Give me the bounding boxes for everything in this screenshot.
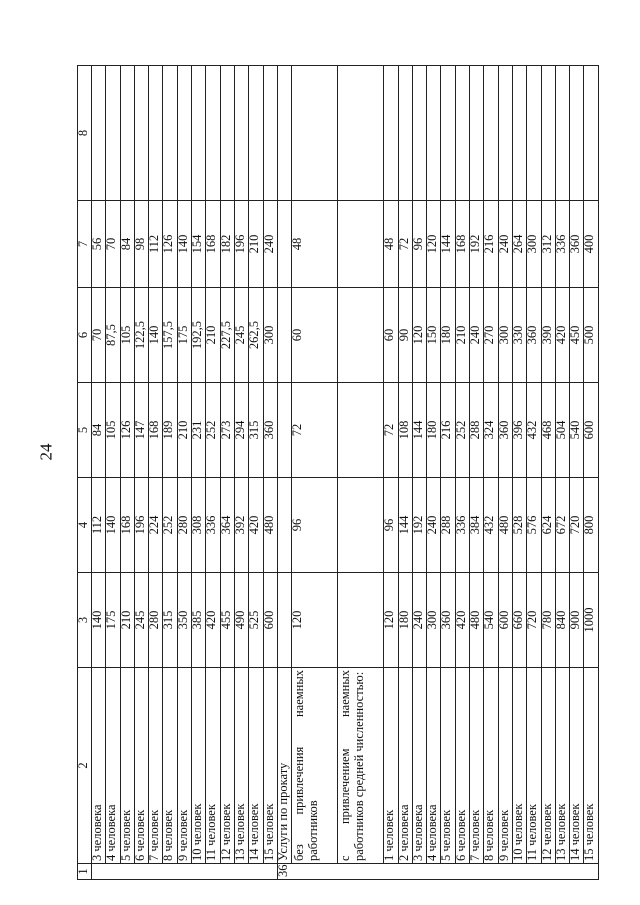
cell: 360	[263, 383, 277, 478]
table-row	[163, 66, 177, 880]
cell: 84	[92, 383, 106, 478]
cell	[177, 66, 191, 201]
cell: 140	[92, 573, 106, 668]
table-row	[384, 66, 398, 880]
cell: 384	[470, 478, 484, 573]
table-row	[398, 66, 412, 880]
row-label: 2 человека	[398, 668, 412, 864]
cell: 360	[441, 573, 455, 668]
table-row	[234, 66, 248, 880]
header-col-4: 4	[78, 478, 92, 573]
row-label: 14 человек	[570, 668, 584, 864]
cell: 70	[92, 288, 106, 383]
cell: 840	[555, 573, 569, 668]
cell	[527, 66, 541, 201]
cell: 480	[263, 478, 277, 573]
row-label: 12 человек	[541, 668, 555, 864]
cell: 108	[398, 383, 412, 478]
header-col-8: 8	[78, 66, 92, 201]
table-row	[470, 66, 484, 880]
cell: 189	[163, 383, 177, 478]
cell: 112	[92, 478, 106, 573]
row-label: 6 человек	[455, 668, 469, 864]
cell: 780	[541, 573, 555, 668]
table-row	[106, 66, 120, 880]
header-col-5: 5	[78, 383, 92, 478]
cell	[541, 66, 555, 201]
table-row	[570, 66, 584, 880]
cell: 180	[441, 288, 455, 383]
table-row	[412, 66, 426, 880]
cell: 144	[398, 478, 412, 573]
cell: 252	[206, 383, 220, 478]
table-row	[263, 66, 277, 880]
table-row	[192, 66, 206, 880]
cell: 168	[149, 383, 163, 478]
table-row	[120, 66, 134, 880]
cell: 280	[149, 573, 163, 668]
cell: 350	[177, 573, 191, 668]
cell: 210	[206, 288, 220, 383]
cell	[455, 66, 469, 201]
cell: 210	[177, 383, 191, 478]
table-row	[484, 66, 498, 880]
group-a-rows	[92, 66, 278, 880]
table-row	[149, 66, 163, 880]
cell: 105	[106, 383, 120, 478]
cell: 216	[484, 201, 498, 288]
cell	[470, 66, 484, 201]
row-label: 4 человека	[106, 668, 120, 864]
table-row	[527, 66, 541, 880]
cell: 600	[263, 573, 277, 668]
table-row	[427, 66, 441, 880]
row-label: 8 человек	[484, 668, 498, 864]
cell: 336	[555, 201, 569, 288]
cell: 56	[92, 201, 106, 288]
cell: 210	[249, 201, 263, 288]
cell: 168	[455, 201, 469, 288]
row-label: 3 человека	[412, 668, 426, 864]
cell: 72	[398, 201, 412, 288]
cell: 210	[455, 288, 469, 383]
cell: 540	[570, 383, 584, 478]
cell: 175	[177, 288, 191, 383]
header-col-1: 1	[78, 864, 92, 880]
table-row	[177, 66, 191, 880]
row-label: 13 человек	[234, 668, 248, 864]
row-label: 4 человека	[427, 668, 441, 864]
cell: 96	[412, 201, 426, 288]
cell	[192, 66, 206, 201]
cell	[149, 66, 163, 201]
table-row	[498, 66, 512, 880]
cell: 182	[220, 201, 234, 288]
cell: 192	[470, 201, 484, 288]
cell: 720	[527, 573, 541, 668]
cell	[484, 66, 498, 201]
cell: 140	[106, 478, 120, 573]
cell: 468	[541, 383, 555, 478]
section-title: Услуги по прокату	[278, 668, 292, 864]
cell	[92, 864, 278, 880]
cell: 540	[484, 573, 498, 668]
cell: 126	[163, 201, 177, 288]
cell: 330	[512, 288, 526, 383]
row-label: 15 человек	[584, 668, 599, 864]
cell: 672	[555, 478, 569, 573]
cell: 120	[412, 288, 426, 383]
row-label: 1 человек	[384, 668, 398, 864]
cell: 240	[470, 288, 484, 383]
cell: 288	[441, 478, 455, 573]
row-label: 15 человек	[263, 668, 277, 864]
row-label: 12 человек	[220, 668, 234, 864]
cell	[292, 66, 338, 201]
cell: 432	[484, 478, 498, 573]
cell: 315	[249, 383, 263, 478]
page-number: 24	[36, 443, 56, 461]
cell: 525	[249, 573, 263, 668]
cell: 500	[584, 288, 599, 383]
cell: 270	[484, 288, 498, 383]
cell: 98	[134, 201, 148, 288]
row-label: 14 человек	[249, 668, 263, 864]
cell	[206, 66, 220, 201]
cell: 480	[470, 573, 484, 668]
cell: 48	[292, 201, 338, 288]
cell: 455	[220, 573, 234, 668]
cell	[384, 66, 398, 201]
cell: 396	[512, 383, 526, 478]
cell: 450	[570, 288, 584, 383]
cell: 336	[206, 478, 220, 573]
row-label: 11 человек	[527, 668, 541, 864]
header-row	[78, 66, 92, 880]
cell: 96	[384, 478, 398, 573]
cell: 490	[234, 573, 248, 668]
cell: 273	[220, 383, 234, 478]
cell: 112	[149, 201, 163, 288]
cell: 245	[134, 573, 148, 668]
row-label: 10 человек	[192, 668, 206, 864]
cell: 210	[120, 573, 134, 668]
cell: 300	[498, 288, 512, 383]
cell	[427, 66, 441, 201]
header-col-7: 7	[78, 201, 92, 288]
cell: 240	[263, 201, 277, 288]
cell: 122,5	[134, 288, 148, 383]
cell: 400	[584, 201, 599, 288]
table-row	[338, 66, 384, 880]
cell: 300	[427, 573, 441, 668]
header-col-2: 2	[78, 668, 92, 864]
cell	[220, 66, 234, 201]
cell: 90	[398, 288, 412, 383]
cell: 180	[398, 573, 412, 668]
cell: 227,5	[220, 288, 234, 383]
table-row	[455, 66, 469, 880]
cell	[398, 66, 412, 201]
cell	[106, 66, 120, 201]
cell: 120	[427, 201, 441, 288]
cell	[498, 66, 512, 201]
cell: 504	[555, 383, 569, 478]
cell: 224	[149, 478, 163, 573]
cell: 432	[527, 383, 541, 478]
row-label: 6 человек	[134, 668, 148, 864]
cell: 252	[163, 478, 177, 573]
header-col-3: 3	[78, 573, 92, 668]
section-36	[278, 66, 599, 880]
cell: 154	[192, 201, 206, 288]
cell	[92, 66, 106, 201]
cell: 240	[498, 201, 512, 288]
cell: 84	[120, 201, 134, 288]
section-title-row	[278, 66, 292, 880]
section-number: 36	[278, 864, 599, 880]
cell: 720	[570, 478, 584, 573]
cell: 196	[234, 201, 248, 288]
row-label: 9 человек	[498, 668, 512, 864]
cell	[441, 66, 455, 201]
cell: 168	[206, 201, 220, 288]
tariff-table	[77, 65, 599, 880]
cell: 140	[149, 288, 163, 383]
cell	[120, 66, 134, 201]
cell: 262,5	[249, 288, 263, 383]
cell: 360	[498, 383, 512, 478]
cell: 312	[541, 201, 555, 288]
cell: 60	[292, 288, 338, 383]
cell: 480	[498, 478, 512, 573]
cell: 70	[106, 201, 120, 288]
table-row	[220, 66, 234, 880]
cell: 364	[220, 478, 234, 573]
cell: 150	[427, 288, 441, 383]
row-label: 10 человек	[512, 668, 526, 864]
row-label: 7 человек	[149, 668, 163, 864]
table-row	[512, 66, 526, 880]
cell: 48	[384, 201, 398, 288]
cell	[263, 66, 277, 201]
cell: 240	[427, 478, 441, 573]
row-label: 7 человек	[470, 668, 484, 864]
table-row	[441, 66, 455, 880]
table-row	[92, 66, 106, 880]
cell: 120	[384, 573, 398, 668]
row-label: 5 человек	[441, 668, 455, 864]
cell: 144	[412, 383, 426, 478]
cell: 576	[527, 478, 541, 573]
cell: 294	[234, 383, 248, 478]
cell: 360	[527, 288, 541, 383]
table-row	[292, 66, 338, 880]
cell: 600	[584, 383, 599, 478]
table-row	[249, 66, 263, 880]
row-label: 9 человек	[177, 668, 191, 864]
cell	[249, 66, 263, 201]
without-hire-label: без привлечения наемных работников	[292, 668, 338, 864]
cell	[234, 66, 248, 201]
row-label: 3 человека	[92, 668, 106, 864]
cell: 120	[292, 573, 338, 668]
cell: 157,5	[163, 288, 177, 383]
cell: 392	[234, 478, 248, 573]
rotated-table-container	[77, 66, 599, 880]
cell: 360	[570, 201, 584, 288]
cell: 300	[263, 288, 277, 383]
row-label: 8 человек	[163, 668, 177, 864]
row-label: 11 человек	[206, 668, 220, 864]
cell: 87,5	[106, 288, 120, 383]
cell: 192	[412, 478, 426, 573]
header-col-6: 6	[78, 288, 92, 383]
cell: 60	[384, 288, 398, 383]
cell: 300	[527, 201, 541, 288]
cell: 147	[134, 383, 148, 478]
cell: 240	[412, 573, 426, 668]
cell: 72	[292, 383, 338, 478]
cell	[512, 66, 526, 201]
cell: 624	[541, 478, 555, 573]
table-row	[134, 66, 148, 880]
with-hire-label: с привлечением наемных работников средней численностью:	[338, 668, 384, 864]
cell: 144	[441, 201, 455, 288]
cell: 192,5	[192, 288, 206, 383]
cell: 800	[584, 478, 599, 573]
cell: 105	[120, 288, 134, 383]
cell: 420	[455, 573, 469, 668]
cell: 900	[570, 573, 584, 668]
cell	[134, 66, 148, 201]
cell	[570, 66, 584, 201]
cell	[412, 66, 426, 201]
cell: 1000	[584, 573, 599, 668]
cell	[555, 66, 569, 201]
cell: 126	[120, 383, 134, 478]
cell: 252	[455, 383, 469, 478]
cell: 315	[163, 573, 177, 668]
cell: 264	[512, 201, 526, 288]
table-row	[584, 66, 599, 880]
cell: 231	[192, 383, 206, 478]
table-row	[206, 66, 220, 880]
cell: 245	[234, 288, 248, 383]
cell: 324	[484, 383, 498, 478]
cell: 308	[192, 478, 206, 573]
cell: 385	[192, 573, 206, 668]
cell: 390	[541, 288, 555, 383]
row-label: 5 человек	[120, 668, 134, 864]
cell	[163, 66, 177, 201]
cell: 420	[206, 573, 220, 668]
cell: 336	[455, 478, 469, 573]
cell: 660	[512, 573, 526, 668]
cell: 72	[384, 383, 398, 478]
cell: 528	[512, 478, 526, 573]
cell: 96	[292, 478, 338, 573]
cell: 216	[441, 383, 455, 478]
row-label: 13 человек	[555, 668, 569, 864]
cell: 420	[249, 478, 263, 573]
table-row	[541, 66, 555, 880]
cell: 196	[134, 478, 148, 573]
cell: 600	[498, 573, 512, 668]
cell: 140	[177, 201, 191, 288]
cell: 288	[470, 383, 484, 478]
cell: 175	[106, 573, 120, 668]
cell: 168	[120, 478, 134, 573]
cell	[584, 66, 599, 201]
table-row	[555, 66, 569, 880]
cell: 180	[427, 383, 441, 478]
cell: 420	[555, 288, 569, 383]
cell: 280	[177, 478, 191, 573]
